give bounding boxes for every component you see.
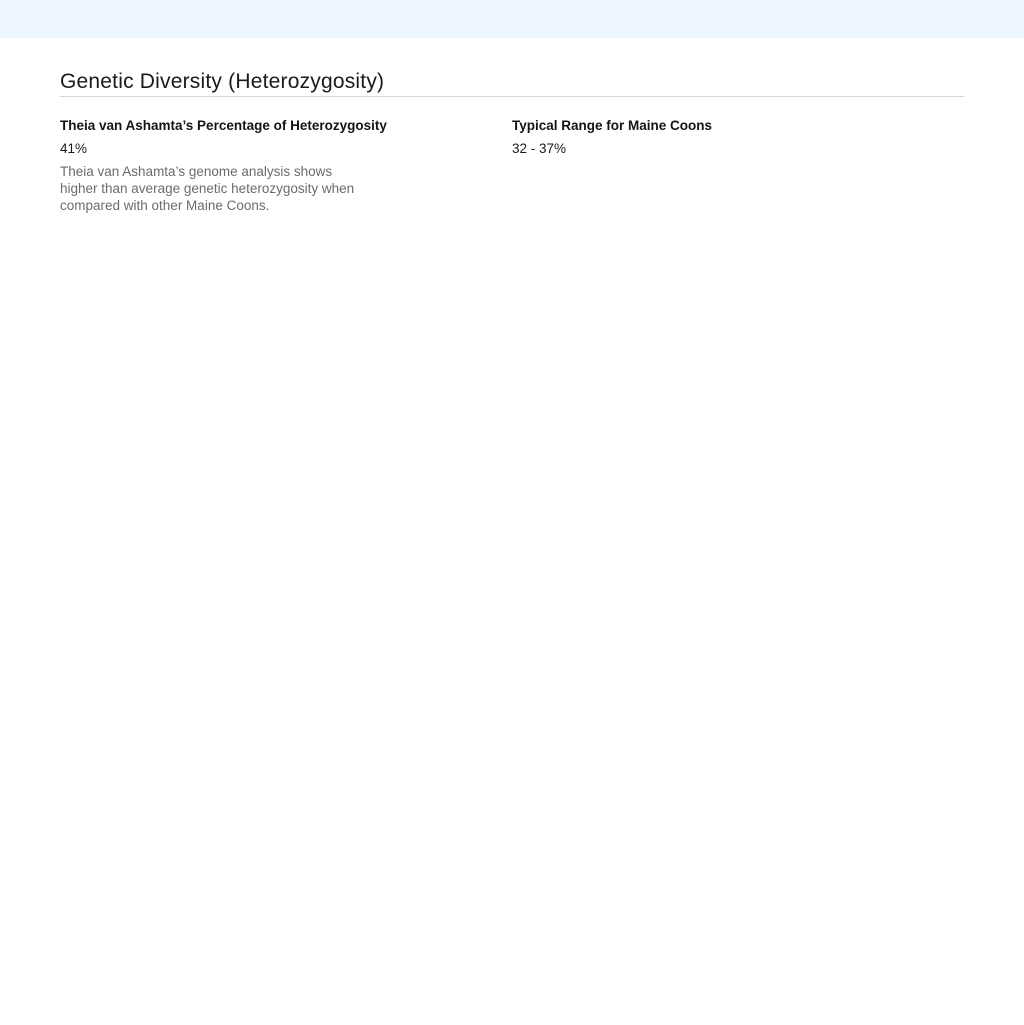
section-title: Genetic Diversity (Heterozygosity) — [60, 70, 385, 93]
typical-range-block — [512, 117, 912, 158]
heterozygosity-description: Theia van Ashamta’s genome analysis shows higher than average genetic heterozygosity when compared with other Maine Coons. — [60, 164, 355, 213]
heterozygosity-percentage-label: Theia van Ashamta’s Percentage of Heterozygosity — [60, 118, 387, 133]
heterozygosity-columns — [60, 117, 964, 237]
typical-range-value: 32 - 37% — [512, 141, 567, 156]
heterozygosity-percentage-block — [60, 117, 460, 214]
heterozygosity-percentage-value: 41% — [60, 141, 88, 156]
top-banner — [0, 0, 1024, 38]
genetic-diversity-section — [60, 66, 964, 237]
typical-range-label: Typical Range for Maine Coons — [512, 118, 713, 133]
